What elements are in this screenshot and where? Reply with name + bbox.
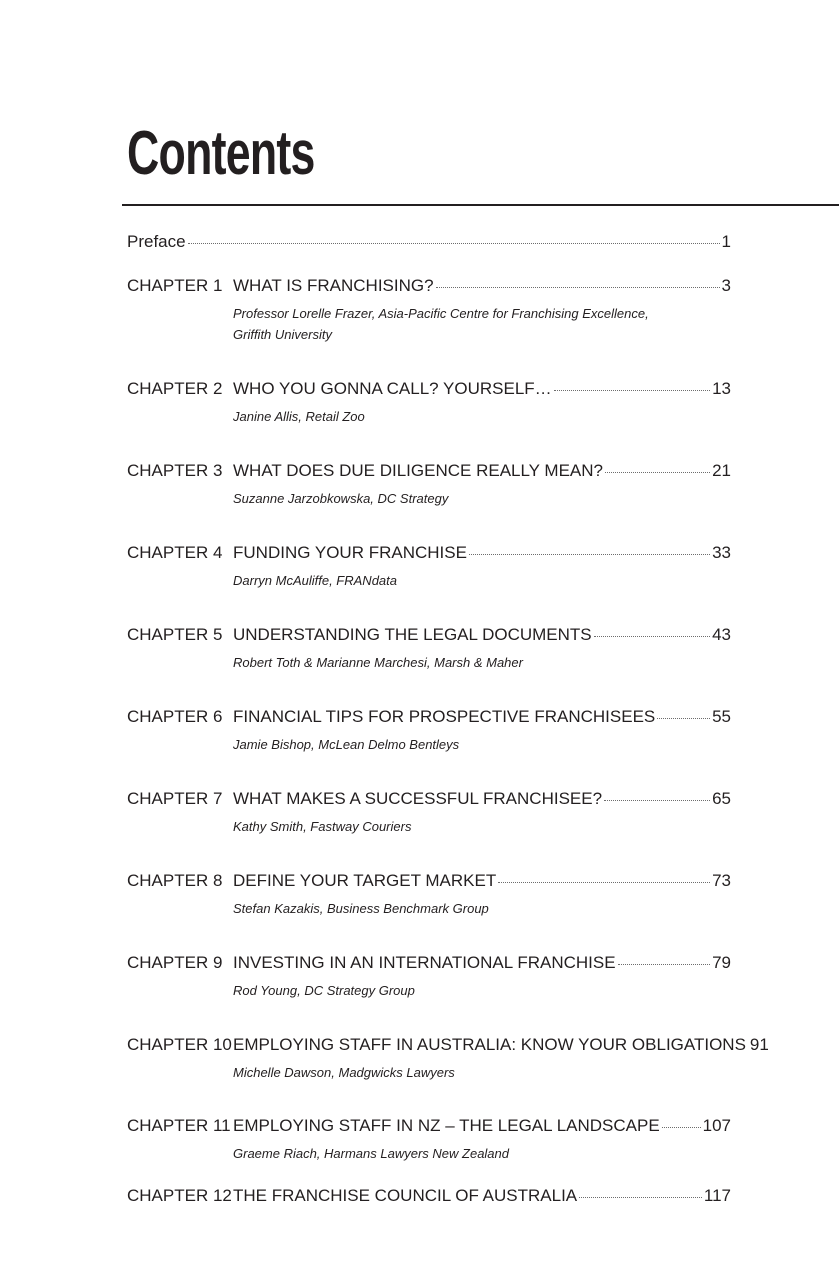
page-title: Contents [127, 119, 315, 188]
toc-page-number: 107 [702, 1116, 731, 1135]
toc-page-number: 73 [712, 871, 731, 890]
toc-page-number: 55 [712, 707, 731, 726]
toc-page-number: 91 [749, 1035, 769, 1054]
chapter-title: FUNDING YOUR FRANCHISE [233, 543, 467, 562]
dot-leader [605, 472, 710, 473]
dot-leader [594, 636, 710, 637]
chapter-label: CHAPTER 2 [127, 379, 223, 398]
chapter-author: Graeme Riach, Harmans Lawyers New Zealand [233, 1146, 509, 1161]
toc-entry-chapter-4 [127, 542, 731, 591]
chapter-author: Darryn McAuliffe, FRANdata [233, 573, 397, 588]
chapter-title: WHAT MAKES A SUCCESSFUL FRANCHISEE? [233, 789, 603, 808]
toc-page-number: 43 [712, 625, 731, 644]
toc-page-number: 1 [721, 232, 731, 251]
chapter-label: CHAPTER 5 [127, 625, 223, 644]
toc-entry-chapter-1 [127, 275, 731, 345]
toc-page-number: 117 [703, 1186, 731, 1205]
toc-entry-chapter-9 [127, 952, 731, 1001]
toc-entry-chapter-8 [127, 870, 731, 919]
toc-entry-chapter-10 [127, 1034, 769, 1083]
chapter-label: CHAPTER 1 [127, 276, 223, 295]
chapter-author: Stefan Kazakis, Business Benchmark Group [233, 901, 489, 916]
chapter-label: CHAPTER 4 [127, 543, 223, 562]
dot-leader [436, 287, 720, 288]
toc-page-number: 21 [712, 461, 731, 480]
toc-entry-chapter-6 [127, 706, 731, 755]
chapter-label: CHAPTER 3 [127, 461, 223, 480]
chapter-label: CHAPTER 9 [127, 953, 223, 972]
dot-leader [618, 964, 711, 965]
toc-entry-chapter-12 [127, 1185, 731, 1207]
toc-entry-preface [127, 231, 731, 253]
dot-leader [657, 718, 710, 719]
dot-leader [188, 243, 720, 244]
chapter-title: INVESTING IN AN INTERNATIONAL FRANCHISE [233, 953, 616, 972]
dot-leader [554, 390, 710, 391]
chapter-title: DEFINE YOUR TARGET MARKET [233, 871, 497, 890]
toc-entry-chapter-2 [127, 378, 731, 427]
chapter-author: Robert Toth & Marianne Marchesi, Marsh & Maher [233, 655, 523, 670]
chapter-author: Michelle Dawson, Madgwicks Lawyers [233, 1065, 455, 1080]
toc-page-number: 33 [712, 543, 731, 562]
chapter-label: CHAPTER 6 [127, 707, 223, 726]
dot-leader [604, 800, 710, 801]
chapter-title: WHO YOU GONNA CALL? YOURSELF… [233, 379, 552, 398]
chapter-title: THE FRANCHISE COUNCIL OF AUSTRALIA [233, 1186, 578, 1205]
toc-entry-chapter-7 [127, 788, 731, 837]
dot-leader [469, 554, 710, 555]
toc-page-number: 65 [712, 789, 731, 808]
chapter-title: UNDERSTANDING THE LEGAL DOCUMENTS [233, 625, 592, 644]
title-divider [122, 204, 839, 206]
toc-page-number: 3 [721, 276, 731, 295]
chapter-title: WHAT DOES DUE DILIGENCE REALLY MEAN? [233, 461, 603, 480]
chapter-label: CHAPTER 7 [127, 789, 223, 808]
dot-leader [662, 1127, 701, 1128]
chapter-author: Jamie Bishop, McLean Delmo Bentleys [233, 737, 460, 752]
chapter-title: WHAT IS FRANCHISING? [233, 276, 434, 295]
toc-page-number: 13 [712, 379, 731, 398]
chapter-author: Rod Young, DC Strategy Group [233, 983, 415, 998]
dot-leader [498, 882, 710, 883]
toc-entry-chapter-11 [127, 1115, 731, 1164]
chapter-label: CHAPTER 12 [127, 1186, 232, 1205]
toc-entry-chapter-5 [127, 624, 731, 673]
toc-entry-chapter-3 [127, 460, 731, 509]
toc-label: Preface [127, 232, 186, 251]
chapter-label: CHAPTER 8 [127, 871, 223, 890]
chapter-author: Kathy Smith, Fastway Couriers [233, 819, 412, 834]
chapter-title: EMPLOYING STAFF IN AUSTRALIA: KNOW YOUR OBLIGATIONS [233, 1035, 746, 1054]
chapter-author: Professor Lorelle Frazer, Asia-Pacific Centre for Franchising Excellence, Griffith University [233, 306, 649, 342]
chapter-title: FINANCIAL TIPS FOR PROSPECTIVE FRANCHISEES [233, 707, 656, 726]
toc-page-number: 79 [712, 953, 731, 972]
chapter-label: CHAPTER 11 [127, 1116, 231, 1135]
chapter-title: EMPLOYING STAFF IN NZ – THE LEGAL LANDSCAPE [233, 1116, 660, 1135]
chapter-label: CHAPTER 10 [127, 1035, 232, 1054]
chapter-author: Suzanne Jarzobkowska, DC Strategy [233, 491, 449, 506]
dot-leader [579, 1197, 702, 1198]
chapter-author: Janine Allis, Retail Zoo [233, 409, 365, 424]
